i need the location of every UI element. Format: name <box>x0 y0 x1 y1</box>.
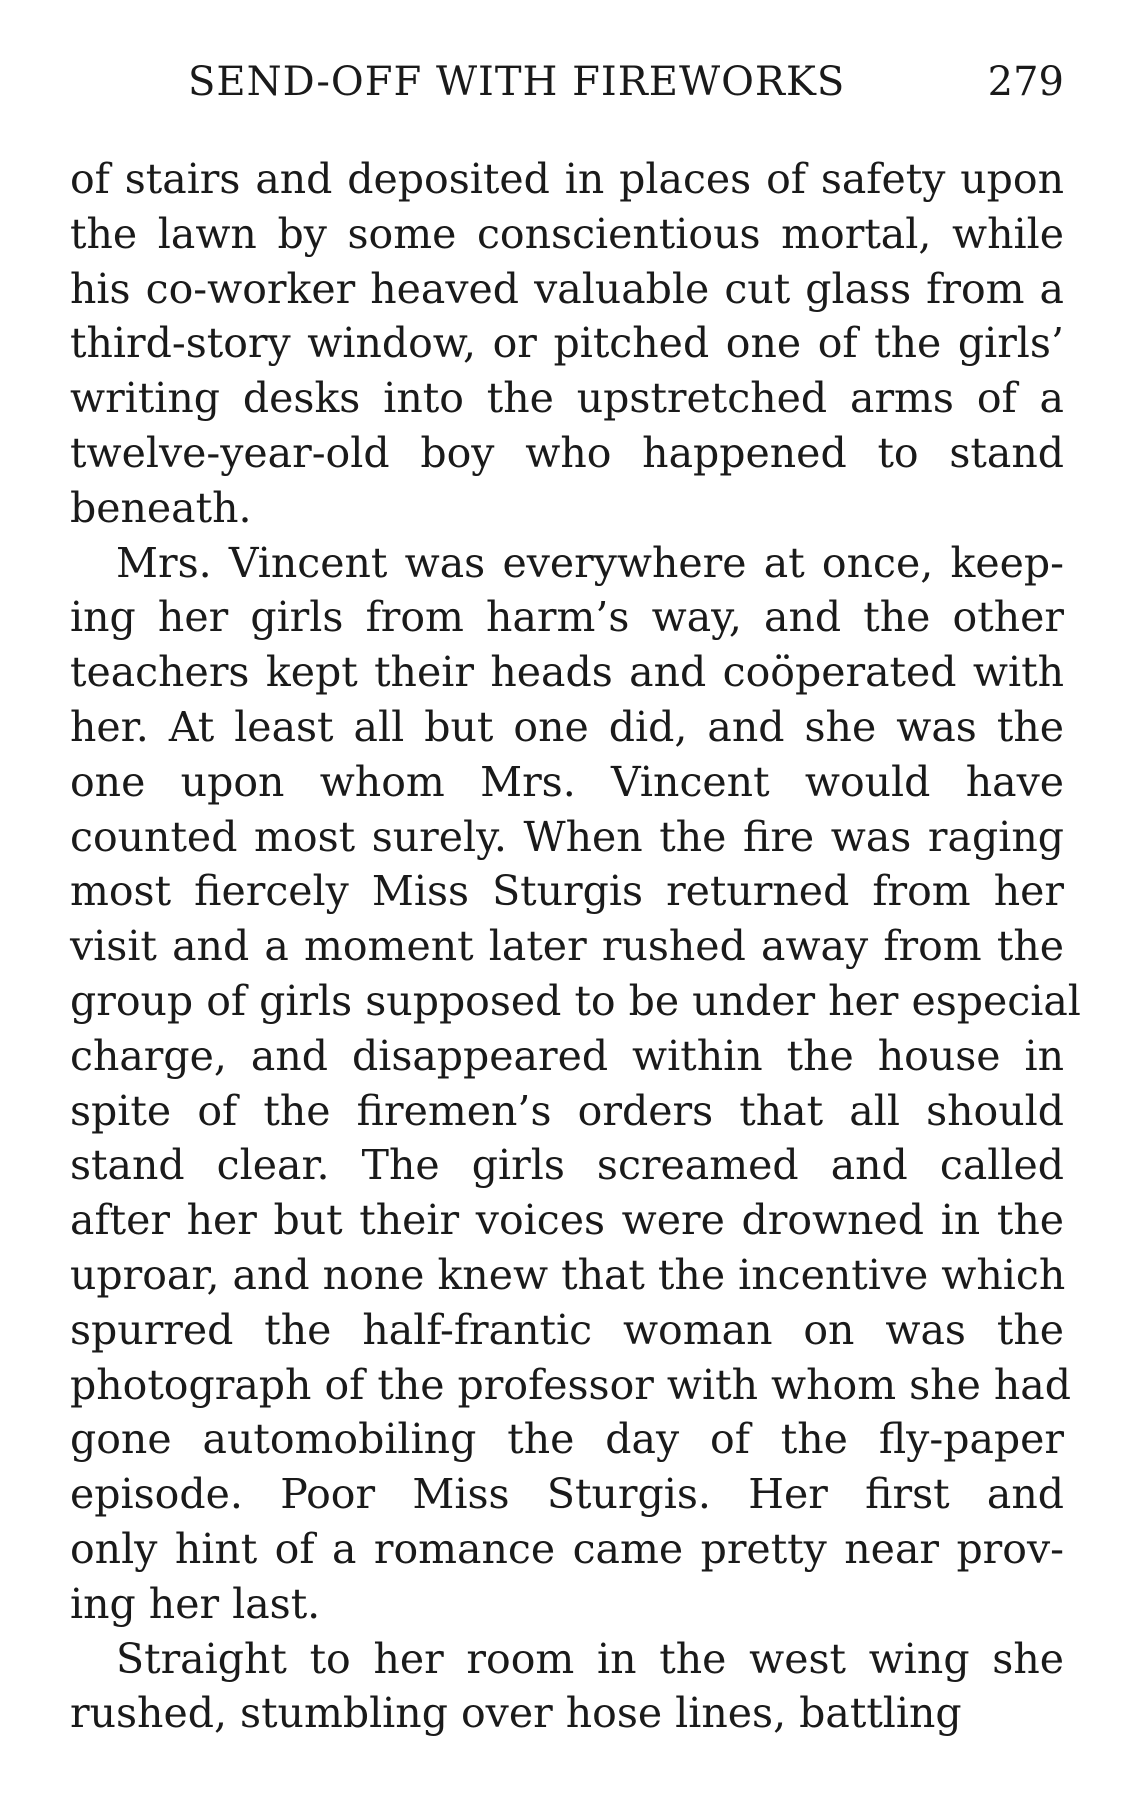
text-line: after her but their voices were drowned in the <box>70 1196 1064 1245</box>
text-line: only hint of a romance came pretty near prov- <box>70 1524 1064 1573</box>
text-line: episode. Poor Miss Sturgis. Her first and <box>70 1470 1064 1519</box>
text-line: stand clear. The girls screamed and called <box>70 1141 1064 1190</box>
text-line: writing desks into the upstretched arms of a <box>70 374 1064 423</box>
text-line: visit and a moment later rushed away from the <box>70 922 1064 971</box>
text-line: photograph of the professor with whom she had <box>70 1360 1071 1409</box>
text-line: charge, and disappeared within the house in <box>70 1031 1064 1080</box>
text-line: beneath. <box>70 483 252 532</box>
text-line: of stairs and deposited in places of safety upon <box>70 155 1064 203</box>
text-line: most fiercely Miss Sturgis returned from her <box>70 867 1064 916</box>
text-line: spite of the firemen’s orders that all should <box>70 1086 1064 1135</box>
text-line: her. At least all but one did, and she was the <box>70 702 1064 751</box>
text-line: spurred the half-frantic woman on was the <box>70 1305 1064 1354</box>
text-line: the lawn by some conscientious mortal, while <box>70 209 1064 258</box>
text-line: group of girls supposed to be under her especial <box>70 976 1081 1025</box>
text-line: rushed, stumbling over hose lines, battling <box>70 1689 962 1738</box>
text-line: gone automobiling the day of the fly-paper <box>70 1415 1064 1464</box>
paragraph <box>70 536 1081 1632</box>
text-line: Straight to her room in the west wing she <box>116 1634 1064 1683</box>
running-title: SEND-OFF WITH FIREWORKS <box>188 59 846 105</box>
text-line: twelve-year-old boy who happened to stand <box>70 428 1064 477</box>
text-line: his co-worker heaved valuable cut glass from a <box>70 264 1064 313</box>
text-line: third-story window, or pitched one of the girls’ <box>70 319 1064 368</box>
text-line: Mrs. Vincent was everywhere at once, keep- <box>116 538 1064 587</box>
text-line: counted most surely. When the fire was raging <box>70 812 1064 861</box>
text-line: uproar, and none knew that the incentive which <box>70 1250 1066 1299</box>
text-line: one upon whom Mrs. Vincent would have <box>70 757 1064 806</box>
text-line: teachers kept their heads and coöperated with <box>70 648 1064 697</box>
paragraph <box>70 152 1064 536</box>
text-line: ing her girls from harm’s way, and the other <box>70 593 1064 642</box>
paragraph <box>70 1632 1064 1742</box>
text-line: ing her last. <box>70 1579 321 1628</box>
page-number: 279 <box>987 59 1064 105</box>
body-text <box>70 152 1081 1741</box>
